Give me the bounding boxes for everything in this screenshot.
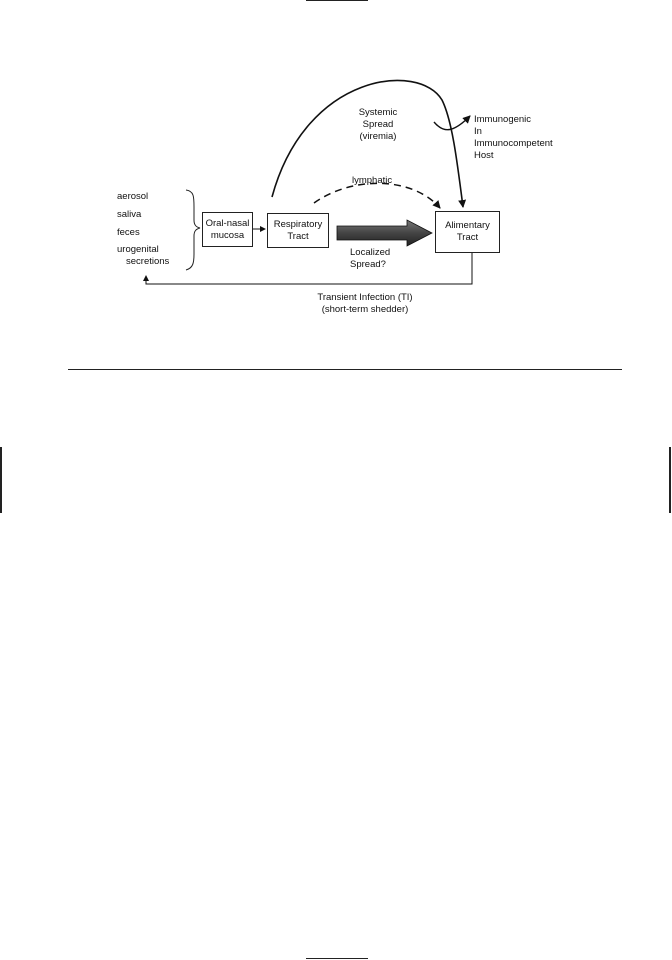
localized-spread-label bbox=[350, 247, 390, 271]
alimentary-tract-box bbox=[435, 211, 500, 253]
respiratory-box-line-2: Tract bbox=[287, 230, 309, 242]
oral-box-line-1: Oral-nasal bbox=[205, 217, 250, 229]
transient-infection-label bbox=[300, 292, 430, 316]
respiratory-box-line-1: Respiratory bbox=[273, 218, 323, 230]
systemic-spread-label bbox=[348, 107, 408, 143]
oral-box-line-2: mucosa bbox=[210, 229, 245, 241]
source-secretions: secretions bbox=[126, 256, 170, 267]
immunogenic-arrow bbox=[434, 116, 470, 130]
localized-line-1: Localized bbox=[350, 247, 391, 258]
immunogenic-line-4: Host bbox=[474, 150, 494, 161]
localized-spread-arrow bbox=[337, 220, 432, 246]
lymphatic-arrow bbox=[314, 183, 440, 208]
localized-line-2: Spread? bbox=[350, 259, 386, 270]
source-urogenital: urogenital bbox=[117, 244, 159, 255]
systemic-line-1: Systemic bbox=[358, 107, 398, 118]
source-aerosol: aerosol bbox=[117, 191, 149, 202]
alimentary-box-line-1: Alimentary bbox=[445, 220, 490, 231]
immunogenic-line-1: Immunogenic bbox=[474, 114, 532, 125]
systemic-line-3: (viremia) bbox=[359, 131, 397, 142]
systemic-spread-arrow bbox=[272, 80, 463, 207]
alimentary-box-line-2: Tract bbox=[456, 232, 479, 243]
immunogenic-label bbox=[474, 114, 553, 162]
source-saliva: saliva bbox=[117, 209, 142, 220]
respiratory-tract-box bbox=[267, 213, 329, 248]
sources-brace bbox=[186, 190, 200, 270]
transient-line-1: Transient Infection (TI) bbox=[317, 292, 413, 303]
systemic-line-2: Spread bbox=[362, 119, 394, 130]
transient-line-2: (short-term shedder) bbox=[321, 304, 409, 315]
transient-infection-arrow bbox=[146, 253, 472, 284]
lymphatic-label: lymphatic bbox=[352, 175, 393, 186]
oral-nasal-mucosa-box bbox=[202, 212, 253, 247]
immunogenic-line-2: In bbox=[474, 126, 482, 137]
source-feces: feces bbox=[117, 227, 140, 238]
immunogenic-line-3: Immunocompetent bbox=[474, 138, 553, 149]
